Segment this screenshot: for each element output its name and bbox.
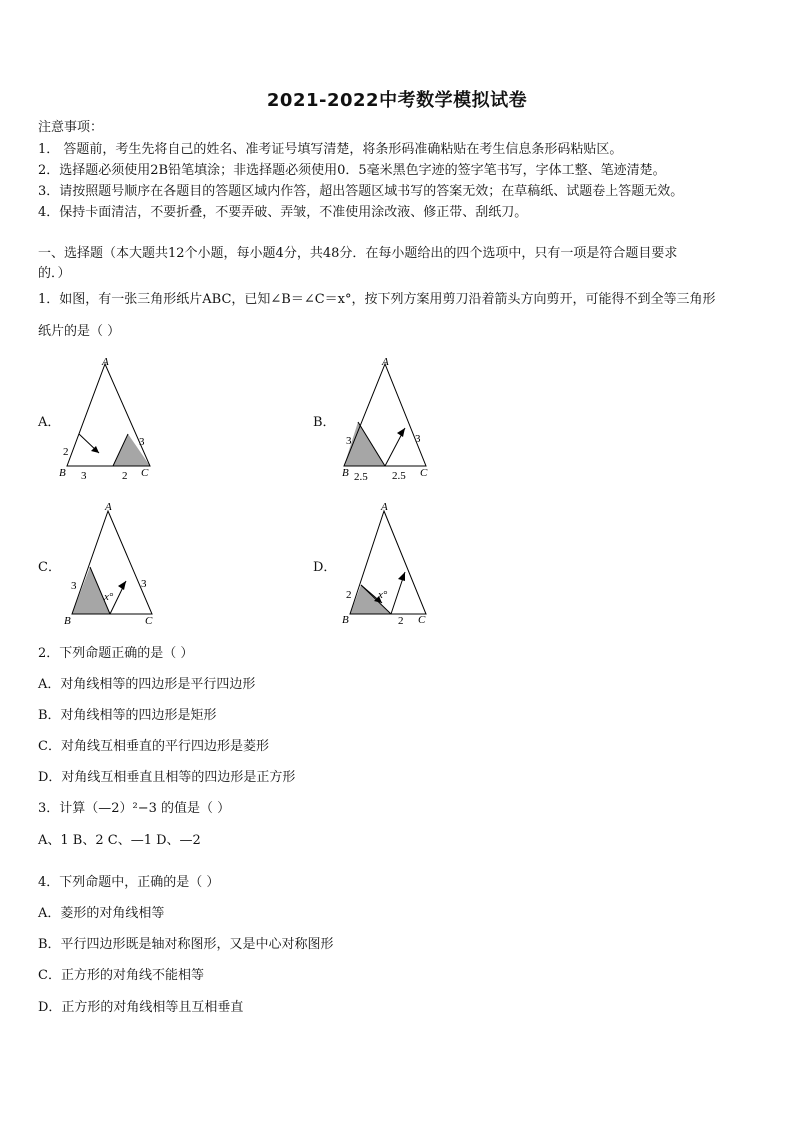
q2-option-a[interactable]: A．对角线相等的四边形是平行四边形 (38, 677, 256, 692)
q2-option-b[interactable]: B．对角线相等的四边形是矩形 (38, 708, 217, 723)
length-label: 3 (346, 435, 352, 447)
length-label: 2.5 (354, 471, 368, 483)
vertex-c-label: C (420, 467, 428, 479)
notes-heading: 注意事项： (38, 120, 104, 135)
vertex-a-label: A (105, 501, 112, 513)
vertex-c-label: C (145, 615, 153, 627)
vertex-b-label: B (342, 614, 349, 626)
length-label: 2 (122, 470, 128, 482)
vertex-a-label: A (381, 501, 388, 513)
vertex-a-label: A (382, 356, 389, 368)
figure-a (55, 352, 165, 484)
figure-d (338, 497, 448, 629)
figure-c (62, 497, 172, 629)
q1-option-b-label[interactable]: B． (313, 415, 336, 430)
q4-option-a[interactable]: A．菱形的对角线相等 (38, 906, 165, 921)
vertex-b-label: B (64, 615, 71, 627)
vertex-a-label: A (102, 356, 109, 368)
q4-option-b[interactable]: B．平行四边形既是轴对称图形，又是中心对称图形 (38, 937, 334, 952)
question-2-stem: 2．下列命题正确的是（ ） (38, 646, 194, 661)
q2-option-c[interactable]: C．对角线互相垂直的平行四边形是菱形 (38, 739, 269, 754)
length-label: 3 (415, 433, 421, 445)
section-heading-cont: 的．） (38, 266, 71, 281)
q4-option-c[interactable]: C．正方形的对角线不能相等 (38, 968, 204, 983)
q2-option-d[interactable]: D．对角线互相垂直且相等的四边形是正方形 (38, 770, 296, 785)
angle-label: x° (104, 591, 114, 603)
length-label: 2.5 (392, 470, 406, 482)
question-3-stem: 3．计算（—2）²−3 的值是（ ） (38, 801, 231, 816)
length-label: 3 (141, 578, 147, 590)
length-label: 2 (346, 589, 352, 601)
length-label: 3 (71, 580, 77, 592)
question-1-stem-cont: 纸片的是（ ） (38, 324, 121, 339)
page-title: 2021-2022中考数学模拟试卷 (266, 90, 528, 111)
q3-options[interactable]: A、1 B、2 C、—1 D、—2 (38, 833, 201, 848)
note-item: 4．保持卡面清洁，不要折叠，不要弄破、弄皱，不准使用涂改液、修正带、刮纸刀。 (38, 205, 528, 220)
figure-b (330, 352, 440, 484)
angle-label: x° (378, 589, 388, 601)
question-1-stem: 1．如图，有一张三角形纸片ABC，已知∠B＝∠C＝x°，按下列方案用剪刀沿着箭头方向剪开，可能得不到全等三角形 (38, 292, 716, 307)
length-label: 2 (63, 446, 69, 458)
q4-option-d[interactable]: D．正方形的对角线相等且互相垂直 (38, 1000, 244, 1015)
section-heading: 一、选择题（本大题共12个小题，每小题4分，共48分．在每小题给出的四个选项中，只有一项是符合题目要求 (38, 246, 678, 261)
q1-option-c-label[interactable]: C． (38, 560, 61, 575)
vertex-c-label: C (141, 467, 149, 479)
length-label: 3 (81, 470, 87, 482)
length-label: 3 (139, 436, 145, 448)
vertex-b-label: B (342, 467, 349, 479)
length-label: 2 (398, 615, 404, 627)
note-item: 2．选择题必须使用2B铅笔填涂；非选择题必须使用0．5毫米黑色字迹的签字笔书写，字体工整、笔迹清楚。 (38, 163, 666, 178)
q1-option-a-label[interactable]: A． (38, 415, 61, 430)
question-4-stem: 4．下列命题中，正确的是（ ） (38, 875, 220, 890)
note-item: 1． 答题前，考生先将自己的姓名、准考证号填写清楚，将条形码准确粘贴在考生信息条形码粘贴区。 (38, 142, 623, 157)
q1-option-d-label[interactable]: D． (313, 560, 337, 575)
vertex-b-label: B (59, 467, 66, 479)
note-item: 3．请按照题号顺序在各题目的答题区域内作答，超出答题区域书写的答案无效；在草稿纸、试题卷上答题无效。 (38, 184, 684, 199)
vertex-c-label: C (418, 614, 426, 626)
